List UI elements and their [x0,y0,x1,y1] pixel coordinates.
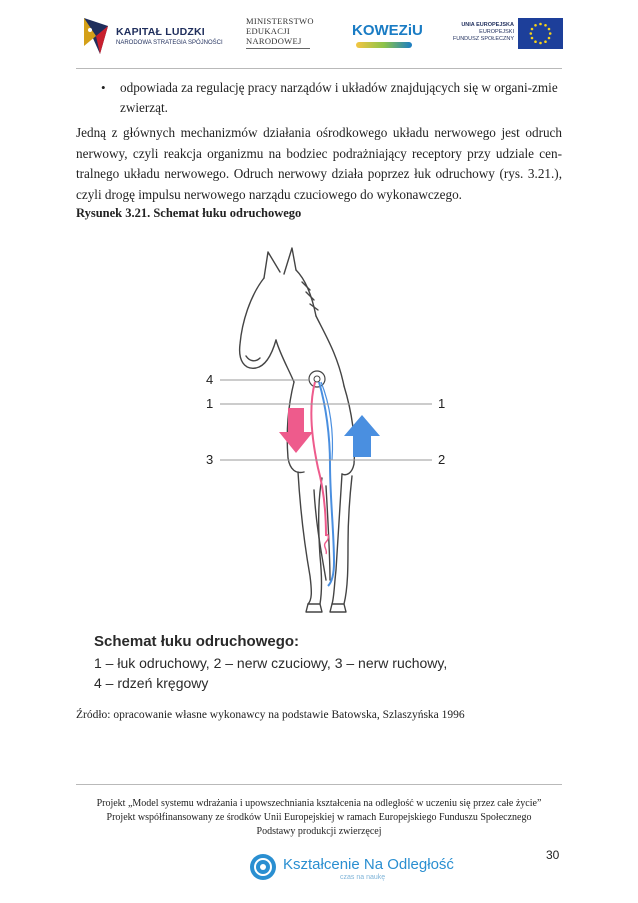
kapital-ludzki-subtitle: NARODOWA STRATEGIA SPÓJNOŚCI [116,40,223,46]
bullet-text: odpowiada za regulację pracy narządów i układów znajdujących się w organi-zmie zwierząt. [120,80,558,115]
ksztalcenie-na-odleglosc-logo [248,850,454,884]
motor-down-arrow-icon [279,408,313,453]
sensory-up-arrow-icon [344,415,380,457]
label-right-1: 1 [438,396,446,411]
reflex-arc-figure [176,236,476,626]
header-rule [76,68,562,69]
motor-nerve-end [325,535,329,554]
legend-title: Schemat łuku odruchowego: [94,633,300,650]
ministerstwo-logo [246,14,326,60]
kno-logo-text: Kształcenie Na Odległość [283,856,454,873]
label-right-2: 2 [438,452,446,467]
footer-line-3: Podstawy produkcji zwierzęcej [256,826,382,837]
ministerstwo-rule [246,48,310,49]
koweziu-logo [346,14,426,60]
source-note: Źródło: opracowanie własne wykonawcy na podstawie Batowska, Szlaszyńska 1996 [76,709,465,721]
legend-line-1: 1 – łuk odruchowy, 2 – nerw czuciowy, 3 – nerw ruchowy, [94,655,448,671]
label-left-3: 3 [206,452,214,467]
koweziu-swoosh-icon [356,42,412,48]
legend-line-2: 4 – rdzeń kręgowy [94,675,209,691]
kapital-ludzki-title: KAPITAŁ LUDZKI [116,26,205,38]
ue-line3: FUNDUSZ SPOŁECZNY [452,36,514,42]
ue-logo [448,14,563,60]
page-number: 30 [546,848,560,862]
kno-emblem-icon [248,852,278,882]
label-left-1: 1 [206,396,214,411]
ue-line1: UNIA EUROPEJSKA [461,22,514,28]
footer-rule [76,784,562,785]
ministerstwo-line2: EDUKACJI [246,26,290,36]
kapital-ludzki-logo [80,14,223,60]
footer-line-1: Projekt „Model systemu wdrażania i upowszechniania kształcenia na odległość w uczeniu się przez całe życie” [96,798,542,809]
bullet-marker: • [101,80,106,95]
ministerstwo-line1: MINISTERSTWO [246,16,314,26]
kno-logo-subtext: czas na naukę [340,874,386,881]
ue-line2: EUROPEJSKI [479,29,514,35]
label-lines [220,380,432,460]
figure-caption: Rysunek 3.21. Schemat łuku odruchowego [76,206,302,220]
label-left-4: 4 [206,372,214,387]
body-paragraph: Jedną z głównych mechanizmów działania ośrodkowego układu nerwowego jest odruch nerwowy, czyli reakcja organizmu na bodziec podrażniający receptory przy udziale cen-tralnego układu nerwowego. Odruch nerwowy działa poprzez łuk odruchowy (rys. 3.21.), czyli drogę impulsu nerwowego narządu czuciowego do wykonawczego. [76,125,562,202]
footer-line-2: Projekt współfinansowany ze środków Unii Europejskiej w ramach Europejskiego Funduszu Społecznego [106,812,532,823]
ministerstwo-line3: NARODOWEJ [246,36,302,46]
koweziu-title: KOWEZiU [352,22,423,39]
eu-flag-icon [518,18,563,49]
kapital-ludzki-emblem-icon [80,16,112,56]
